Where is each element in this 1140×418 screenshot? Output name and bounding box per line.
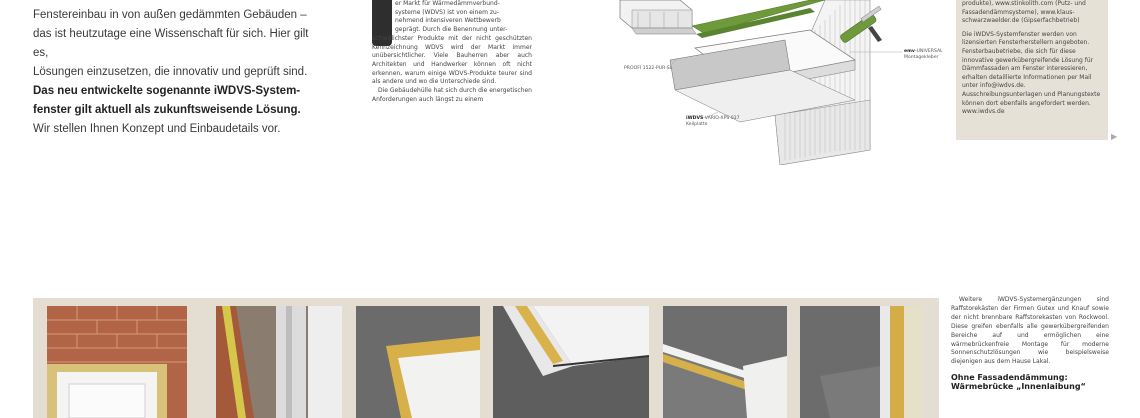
intro-line-1: Fenstereinbau in von außen gedämmten Gebäuden – [33,9,307,21]
article-line: systeme (WDVS) ist von einem zu- [395,8,499,16]
photo-profile-closeup [216,306,342,418]
photo-diagonal-profile-svg [493,306,649,418]
article-line: er Markt für Wärmedämmverbund- [395,0,500,7]
label-emv-sub: Montagekleber [904,55,939,60]
article-body: schiedlichster Produkte mit der nicht geschützten Kennzeichnung WDVS wird der Markt immer unübersichtlicher. Viele Bauherren aber auch Architekten und Handwerker können oft nicht erkennen, warum einige WDVS-Produkte teurer sind als andere und wo die Unterschiede sind. [372,34,532,86]
photo-vertical-frame [800,306,922,418]
label-iwdvs-text: -VARIO-XPS 037 [703,116,740,121]
photo-insulation-corner [356,306,480,418]
label-emv-brand: emv [904,49,915,54]
label-profi: PROOFI 1522-PUR-SL [624,66,673,71]
intro-text [33,6,323,139]
info-paragraph-2: Die iWDVS-Systemfenster werden von lizensierten Fensterherstellern angeboten. Fensterbaubetriebe, die sich für diese innovative gewerkübergreifende Lösung für Dämmfassaden am Fenster interessieren, erhalten detaillierte Informationen per Mail unter info@iwdvs.de. Ausschreibungsunterlagen und Planungstexte können dort ebenfalls angefordert werden. www.iwdvs.de [962,30,1101,116]
photo-reveal-detail-svg [663,306,787,418]
photo-profile-closeup-svg [216,306,342,418]
photo-reveal-detail [663,306,787,418]
label-emv [904,49,964,61]
photo-brick-window-svg [47,306,187,418]
continue-arrow-icon: ▶ [1111,132,1118,141]
intro-line-3: Lösungen einzusetzen, die innovativ und geprüft sind. [33,66,308,78]
drawing-svg [610,0,920,165]
article-line: nehmend intensiveren Wettbewerb [395,17,501,25]
photo-insulation-corner-svg [356,306,480,418]
photo-diagonal-profile [493,306,649,418]
side-heading [951,373,1109,391]
intro-lead-2: fenster gilt aktuell als zukunftsweisende Lösung. [33,104,301,116]
side-heading-line-2: Wärmebrücke „Innenlaibung“ [951,382,1086,392]
article-column [372,0,532,104]
side-body: Weitere iWDVS-Systemergänzungen sind Raffstorekästen der Firmen Gutex und Knauf sowie der nicht brennbare Raffstorekasten von Rockwool. Diese greifen ebenfalls alle gewerkübergreifenden Bereiche auf und ermöglichen eine wärmebrückenfreie Montage für moderne Sonnenschutzlösungen wie beispielsweise diejenigen aus dem Hause Lakal. [951,296,1109,366]
side-heading-line-1: Ohne Fassadendämmung: [951,373,1068,383]
intro-line-2: das ist heutzutage eine Wissenschaft für sich. Hier gilt es, [33,28,309,59]
side-column [951,296,1109,391]
label-iwdvs [686,116,776,128]
label-iwdvs-sub: Keilplatte [686,122,708,127]
intro-lead-1: Das neu entwickelte sogenannte iWDVS-System- [33,85,301,97]
label-emv-text: -UNIVERSAL [914,49,943,54]
intro-line-4: Wir stellen Ihnen Konzept und Einbaudetails vor. [33,123,281,135]
photo-strip [33,298,939,418]
photo-vertical-frame-svg [800,306,922,418]
info-box [956,0,1108,140]
photo-brick-window [47,306,187,418]
label-iwdvs-brand: iWDVS [686,116,704,121]
foam-strip [692,0,825,34]
article-line: geprägt. Durch die Benennung unter- [395,26,508,34]
article-body-2: Die Gebäudehülle hat sich durch die energetischen Anforderungen auch längst zu einem [372,87,532,103]
window-frame-profile [620,0,696,34]
window-installation-drawing [610,0,943,165]
info-paragraph-1: produkte), www.stinkolith.com (Putz- und Fassadendämmsysteme), www.klaus-schwarzwaelder.de (Gipserfachbetrieb) [962,0,1086,25]
